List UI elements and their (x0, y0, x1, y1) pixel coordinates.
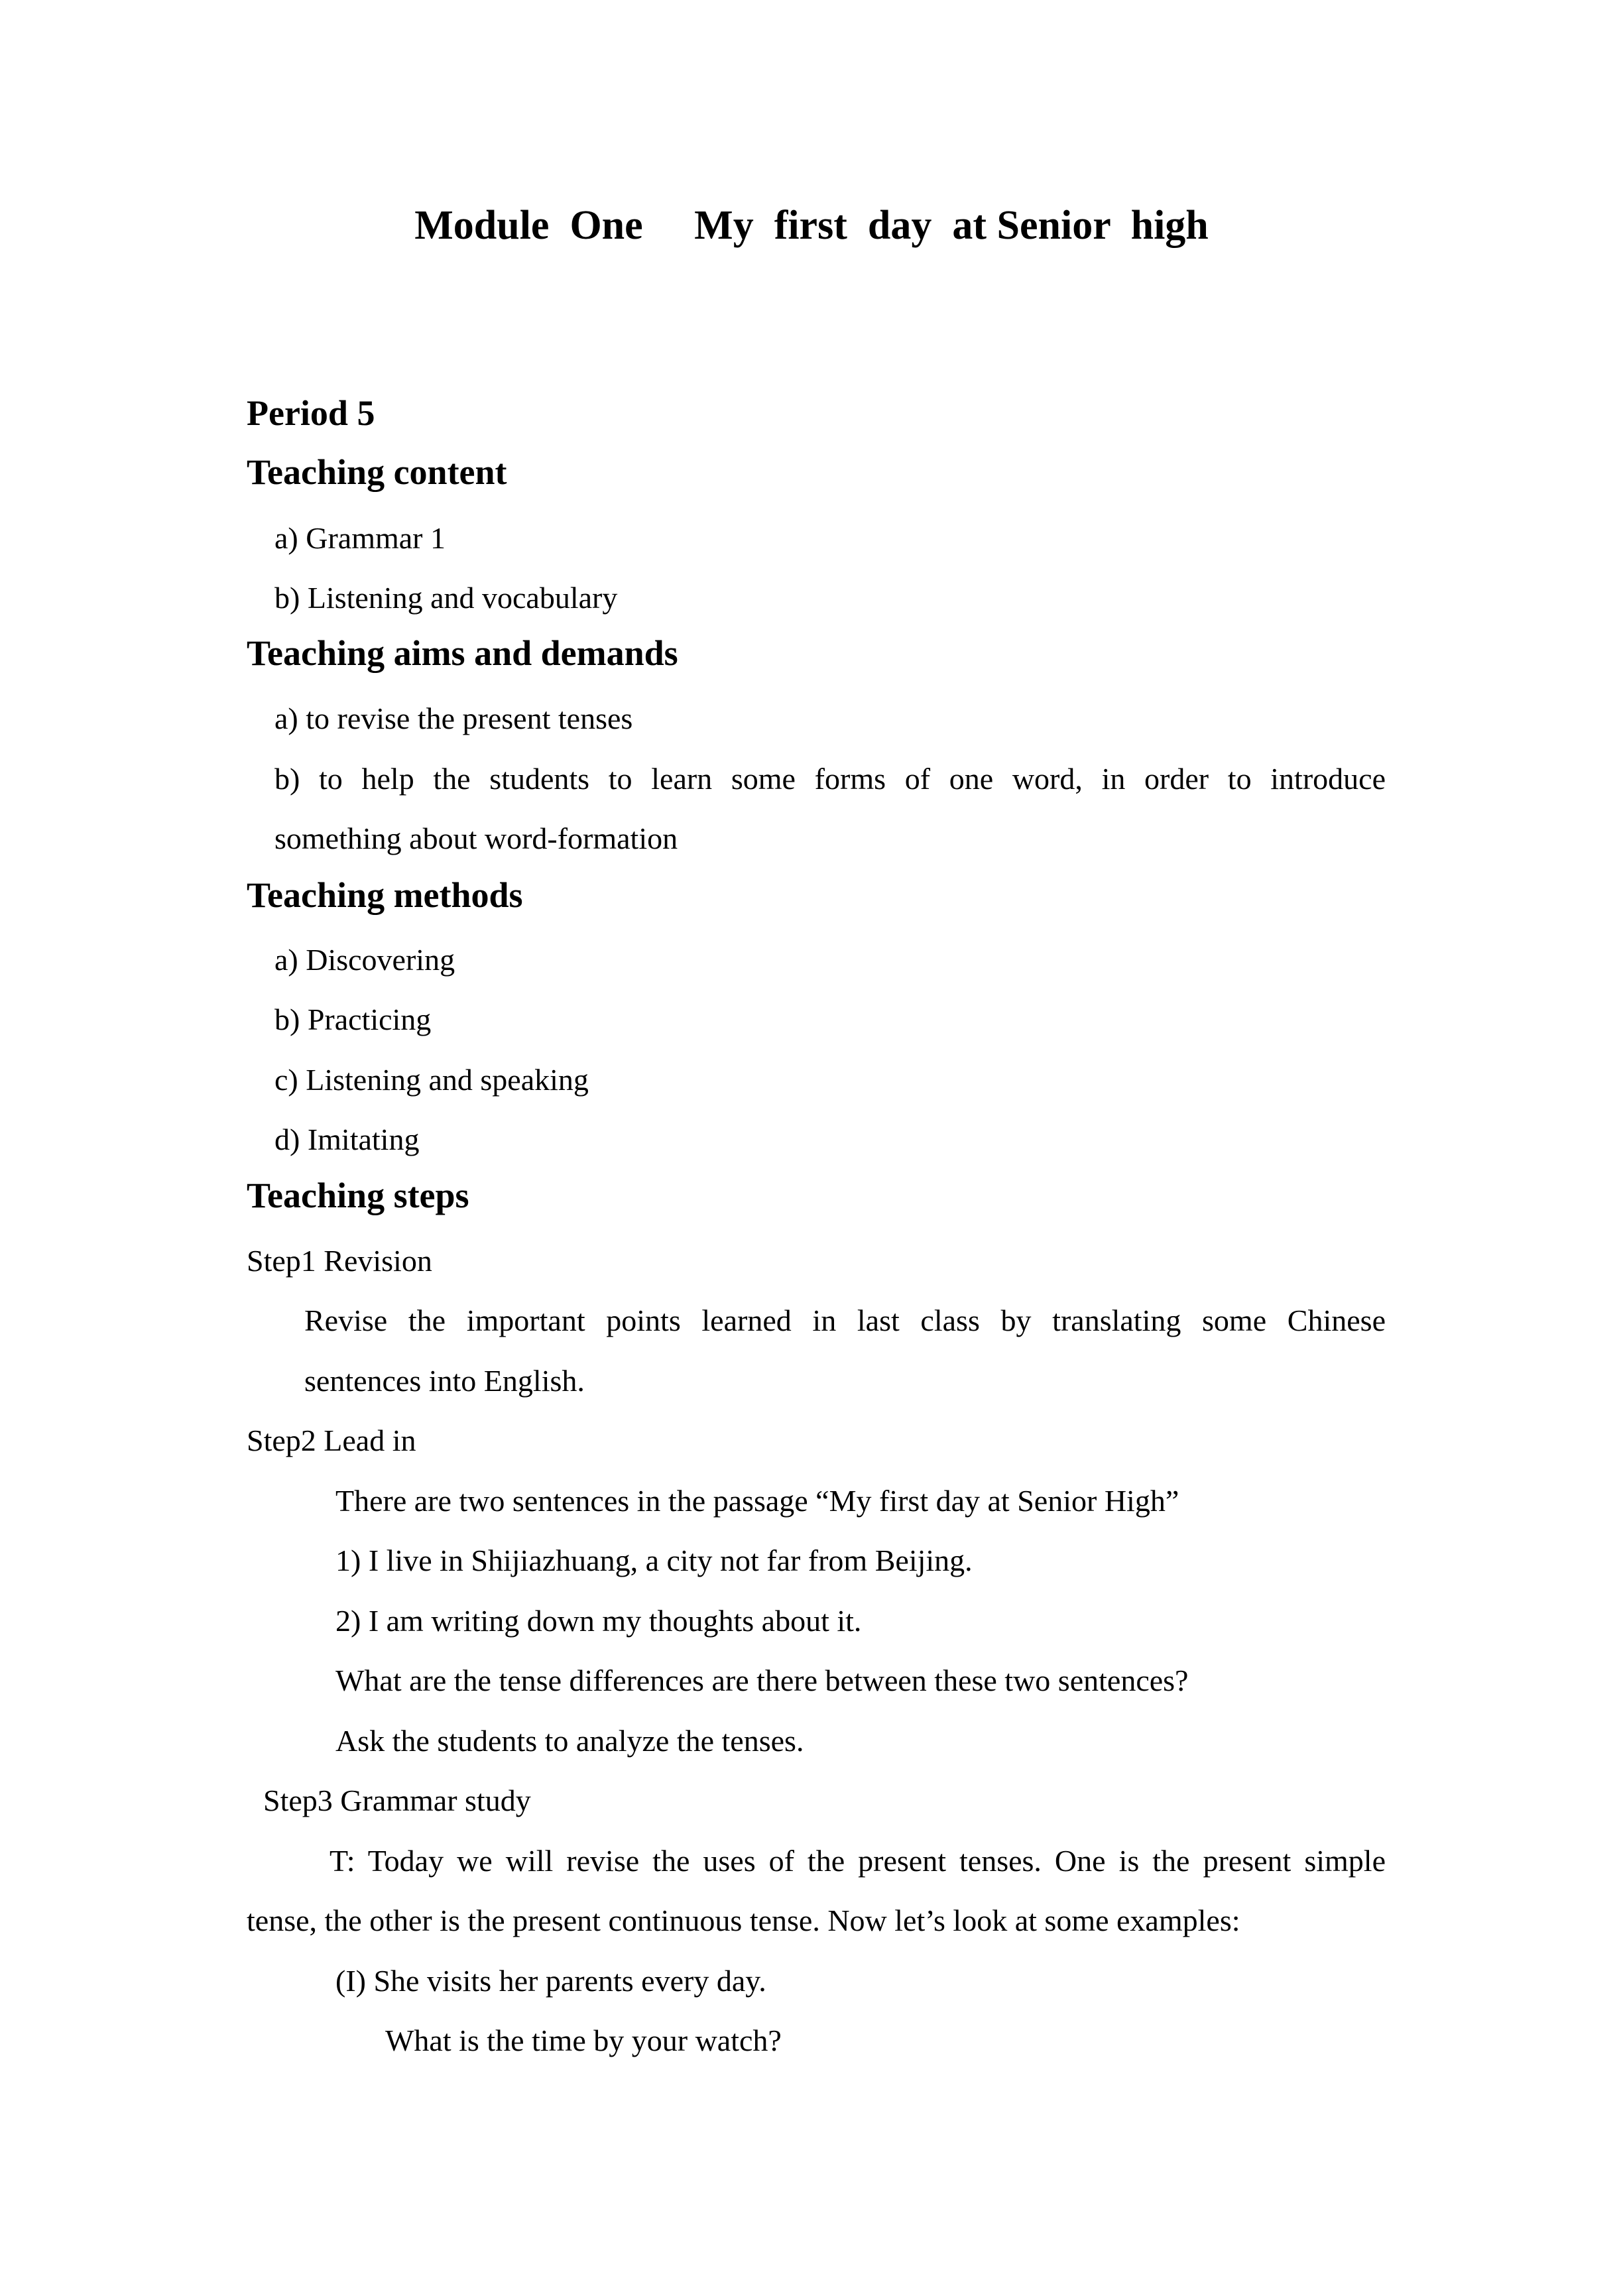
step1-label: Step1 Revision (247, 1244, 432, 1278)
aims-item-b-continued: something about word-formation (274, 821, 678, 855)
teaching-aims-heading: Teaching aims and demands (247, 633, 678, 673)
step2-label: Step2 Lead in (247, 1423, 416, 1457)
step2-line-3: 2) I am writing down my thoughts about it. (335, 1604, 862, 1638)
methods-item-a: a) Discovering (274, 943, 455, 977)
step3-example-1: (I) She visits her parents every day. (335, 1964, 766, 1998)
teaching-methods-heading: Teaching methods (247, 875, 523, 915)
step3-line-1: T: Today we will revise the uses of the present tenses. One is the present simple (330, 1844, 1386, 1878)
methods-item-b: b) Practicing (274, 1002, 432, 1036)
methods-item-d: d) Imitating (274, 1122, 420, 1156)
aims-item-a: a) to revise the present tenses (274, 701, 633, 735)
step1-line-2: sentences into English. (304, 1364, 585, 1398)
content-item-listening: b) Listening and vocabulary (274, 581, 618, 615)
teaching-content-heading: Teaching content (247, 452, 507, 492)
methods-item-c: c) Listening and speaking (274, 1063, 589, 1097)
step2-line-1: There are two sentences in the passage “My first day at Senior High” (335, 1484, 1179, 1518)
period-heading: Period 5 (247, 393, 375, 433)
step2-line-5: Ask the students to analyze the tenses. (335, 1724, 804, 1758)
step1-line-1: Revise the important points learned in last class by translating some Chinese (304, 1303, 1386, 1337)
document-title: Module One My first day at Senior high (414, 203, 1209, 248)
step2-line-2: 1) I live in Shijiazhuang, a city not far from Beijing. (335, 1543, 973, 1577)
teaching-steps-heading: Teaching steps (247, 1176, 469, 1215)
step3-example-2: What is the time by your watch? (385, 2024, 782, 2057)
step2-line-4: What are the tense differences are there between these two sentences? (335, 1663, 1189, 1697)
aims-item-b: b) to help the students to learn some forms of one word, in order to introduce (274, 762, 1386, 796)
step3-label: Step3 Grammar study (263, 1783, 531, 1817)
content-item-grammar: a) Grammar 1 (274, 521, 446, 555)
step3-line-2: tense, the other is the present continuous tense. Now let’s look at some examples: (247, 1903, 1240, 1937)
